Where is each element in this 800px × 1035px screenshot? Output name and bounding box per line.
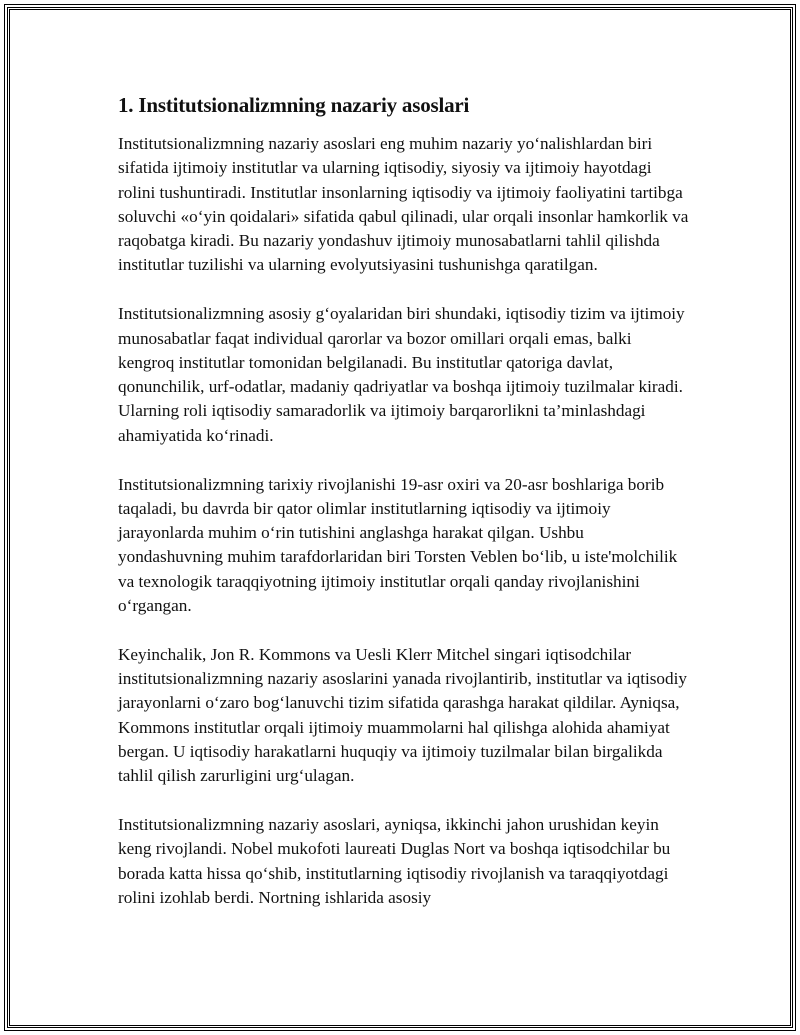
paragraph-1: Institutsionalizmning nazariy asoslari eng muhim nazariy yo‘nalishlardan biri sifatida ijtimoiy institutlar va ularning iqtisodiy, siyosiy va ijtimoiy hayotdagi rolini tushuntiradi. Institutlar insonlarning iqtisodiy va ijtimoiy faoliyatini tartibga soluvchi «o‘yin qoidalari» sifatida qabul qilinadi, ular orqali insonlar hamkorlik va raqobatga kiradi. Bu nazariy yondashuv ijtimoiy munosabatlarni tahlil qilishda institutlar tuzilishi va ularning evolyutsiyasini tushunishga qaratilgan.	[118, 134, 689, 275]
paragraph-5: Institutsionalizmning nazariy asoslari, ayniqsa, ikkinchi jahon urushidan keyin keng rivojlandi. Nobel mukofoti laureati Duglas Nort va boshqa iqtisodchilar bu borada katta hissa qo‘shib, institutlarning iqtisodiy rivojlanish va taraqqiyotdagi rolini izohlab berdi. Nortning ishlarida asosiy	[118, 815, 671, 908]
document-body	[118, 92, 692, 935]
paragraph-2: Institutsionalizmning asosiy g‘oyalaridan biri shundaki, iqtisodiy tizim va ijtimoiy munosabatlar faqat individual qarorlar va bozor omillari orqali emas, balki kengroq institutlar tomonidan belgilanadi. Bu institutlar qatoriga davlat, qonunchilik, urf-odatlar, madaniy qadriyatlar va boshqa ijtimoiy tuzilmalar kiradi. Ularning roli iqtisodiy samaradorlik va ijtimoiy barqarorlikni ta’minlashdagi ahamiyatida ko‘rinadi.	[118, 304, 685, 445]
paragraph-3: Institutsionalizmning tarixiy rivojlanishi 19-asr oxiri va 20-asr boshlariga borib taqaladi, bu davrda bir qator olimlar institutlarning iqtisodiy va ijtimoiy jarayonlarda muhim o‘rin tutishini anglashga harakat qilgan. Ushbu yondashuvning muhim tarafdorlaridan biri Torsten Veblen bo‘lib, u iste'molchilik va texnologik taraqqiyotning ijtimoiy institutlar orqali qanday rivojlanishini o‘rgangan.	[118, 474, 678, 616]
paragraph-4: Keyinchalik, Jon R. Kommons va Uesli Klerr Mitchel singari iqtisodchilar institutsionalizmning nazariy asoslarini yanada rivojlantirib, institutlar va iqtisodiy jarayonlarni o‘zaro bog‘lanuvchi tizim sifatida qarashga harakat qildilar. Ayniqsa, Kommons institutlar orqali ijtimoiy muammolarni hal qilishga alohida ahamiyat bergan. U iqtisodiy harakatlarni huquqiy va ijtimoiy tuzilmalar bilan birgalikda tahlil qilish zarurligini urg‘ulagan.	[118, 644, 687, 786]
section-heading: 1. Institutsionalizmning nazariy asoslari	[118, 93, 470, 117]
